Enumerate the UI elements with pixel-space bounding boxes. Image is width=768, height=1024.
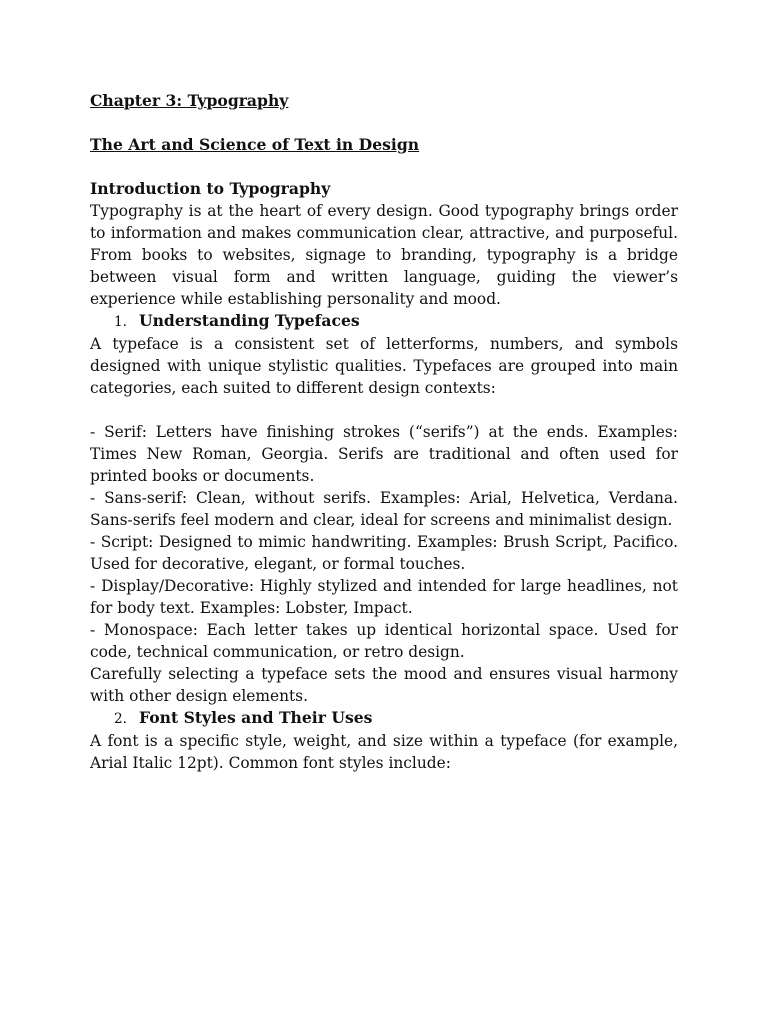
list-item-display: - Display/Decorative: Highly stylized and intended for large headlines, not for body text. Examples: Lobster, Impact.: [90, 577, 678, 617]
section-1-number: 1.: [114, 314, 127, 330]
list-item-serif: - Serif: Letters have finishing strokes (“serifs”) at the ends. Examples: Times New Roman, Georgia. Serifs are traditional and often used for printed books or documents.: [90, 423, 678, 485]
section-2-title: Font Styles and Their Uses: [139, 708, 373, 727]
intro-heading: Introduction to Typography: [90, 179, 331, 198]
section-1-title: Understanding Typefaces: [139, 311, 360, 330]
section-2-number: 2.: [114, 711, 127, 727]
section-1-heading: [90, 310, 678, 333]
section-1-closing: Carefully selecting a typeface sets the mood and ensures visual harmony with other design elements.: [90, 665, 678, 705]
document-page: [90, 90, 678, 774]
chapter-title: Chapter 3: Typography: [90, 91, 289, 110]
section-2-intro: A font is a specific style, weight, and size within a typeface (for example, Arial Italic 12pt). Common font styles include:: [90, 732, 678, 772]
section-2-heading: [90, 707, 678, 730]
list-item-monospace: - Monospace: Each letter takes up identical horizontal space. Used for code, technical communication, or retro design.: [90, 621, 678, 661]
chapter-subtitle: The Art and Science of Text in Design: [90, 135, 420, 154]
section-1-intro: A typeface is a consistent set of letterforms, numbers, and symbols designed with unique stylistic qualities. Typefaces are grouped into main categories, each suited to different design contexts:: [90, 335, 678, 397]
typeface-category-list: [90, 421, 678, 663]
list-item-sans-serif: - Sans-serif: Clean, without serifs. Examples: Arial, Helvetica, Verdana. Sans-serifs feel modern and clear, ideal for screens and minimalist design.: [90, 489, 678, 529]
list-item-script: - Script: Designed to mimic handwriting. Examples: Brush Script, Pacifico. Used for decorative, elegant, or formal touches.: [90, 533, 678, 573]
intro-paragraph: Typography is at the heart of every design. Good typography brings order to information and makes communication clear, attractive, and purposeful. From books to websites, signage to branding, typography is a bridge between visual form and written language, guiding the viewer’s experience while establishing personality and mood.: [90, 202, 678, 308]
